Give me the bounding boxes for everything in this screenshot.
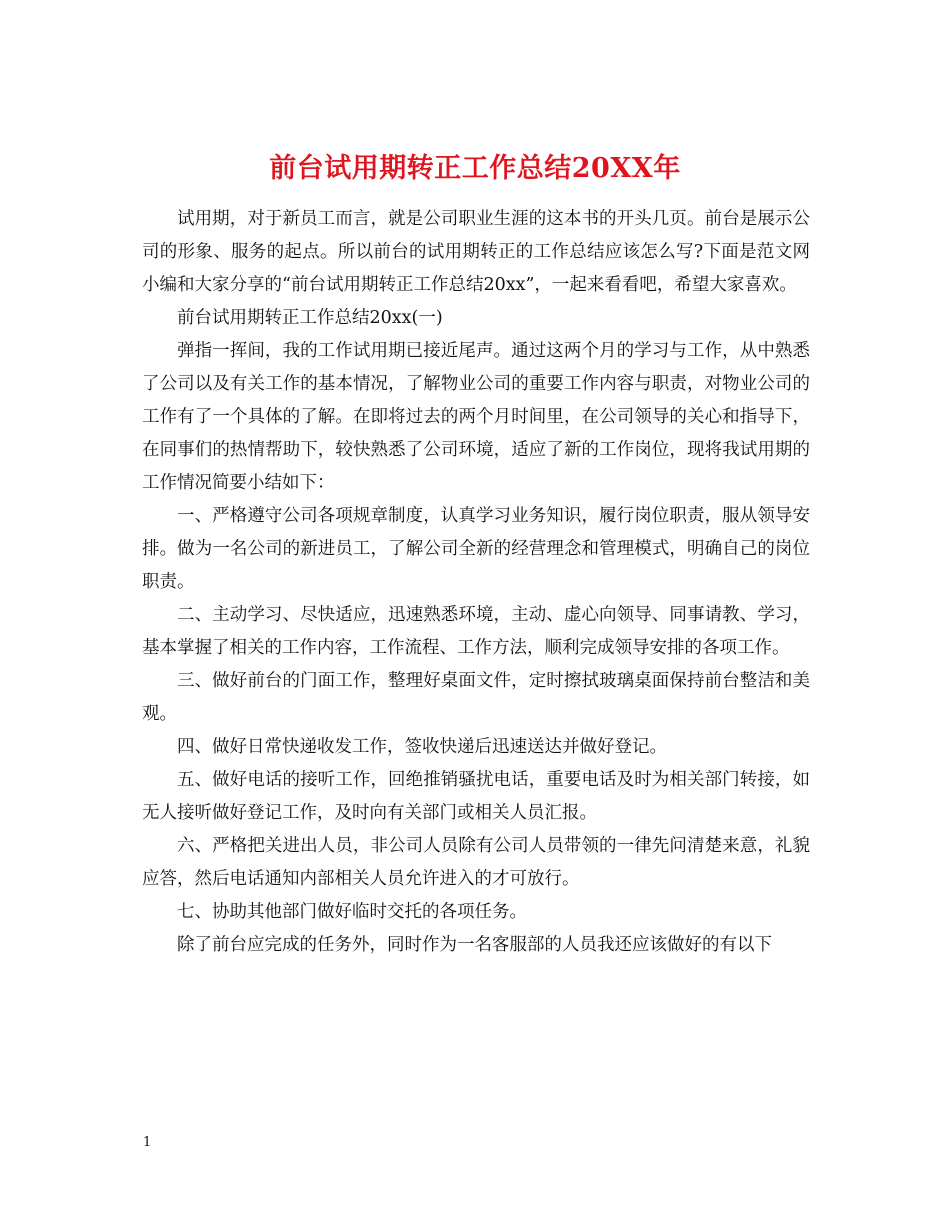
paragraph-item-6: 六、严格把关进出人员，非公司人员除有公司人员带领的一律先问清楚来意，礼貌应答，然后电话通知内部相关人员允许进入的才可放行。 bbox=[142, 836, 810, 889]
paragraph-item-5: 五、做好电话的接听工作，回绝推销骚扰电话，重要电话及时为相关部门转接，如无人接听做好登记工作，及时向有关部门或相关人员汇报。 bbox=[142, 770, 810, 823]
paragraph-item-4: 四、做好日常快递收发工作，签收快递后迅速送达并做好登记。 bbox=[177, 737, 667, 757]
paragraph-item-3: 三、做好前台的门面工作，整理好桌面文件，定时擦拭玻璃桌面保持前台整洁和美观。 bbox=[142, 671, 810, 724]
paragraph-item-1: 一、严格遵守公司各项规章制度，认真学习业务知识，履行岗位职责，服从领导安排。做为一名公司的新进员工，了解公司全新的经营理念和管理模式，明确自己的岗位职责。 bbox=[142, 506, 810, 592]
paragraph-overview: 弹指一挥间，我的工作试用期已接近尾声。通过这两个月的学习与工作，从中熟悉了公司以及有关工作的基本情况，了解物业公司的重要工作内容与职责，对物业公司的工作有了一个具体的了解。在即将过去的两个月时间里，在公司领导的关心和指导下，在同事们的热情帮助下，较快熟悉了公司环境，适应了新的工作岗位，现将我试用期的工作情况简要小结如下： bbox=[142, 341, 810, 493]
paragraph-item-2: 二、主动学习、尽快适应，迅速熟悉环境，主动、虚心向领导、同事请教、学习，基本掌握了相关的工作内容，工作流程、工作方法，顺利完成领导安排的各项工作。 bbox=[142, 605, 810, 658]
paragraph-intro: 试用期，对于新员工而言，就是公司职业生涯的这本书的开头几页。前台是展示公司的形象、服务的起点。所以前台的试用期转正的工作总结应该怎么写?下面是范文网小编和大家分享的“前台试用期转正工作总结20xx”，一起来看看吧，希望大家喜欢。 bbox=[142, 209, 810, 295]
document-title: 前台试用期转正工作总结20XX年 bbox=[269, 153, 681, 185]
document-body bbox=[142, 203, 810, 962]
paragraph-item-7: 七、协助其他部门做好临时交托的各项任务。 bbox=[177, 902, 527, 922]
page-number: 1 bbox=[143, 1135, 152, 1150]
section-heading: 前台试用期转正工作总结20xx(一) bbox=[177, 308, 443, 328]
paragraph-continued: 除了前台应完成的任务外，同时作为一名客服部的人员我还应该做好的有以下 bbox=[177, 935, 772, 955]
